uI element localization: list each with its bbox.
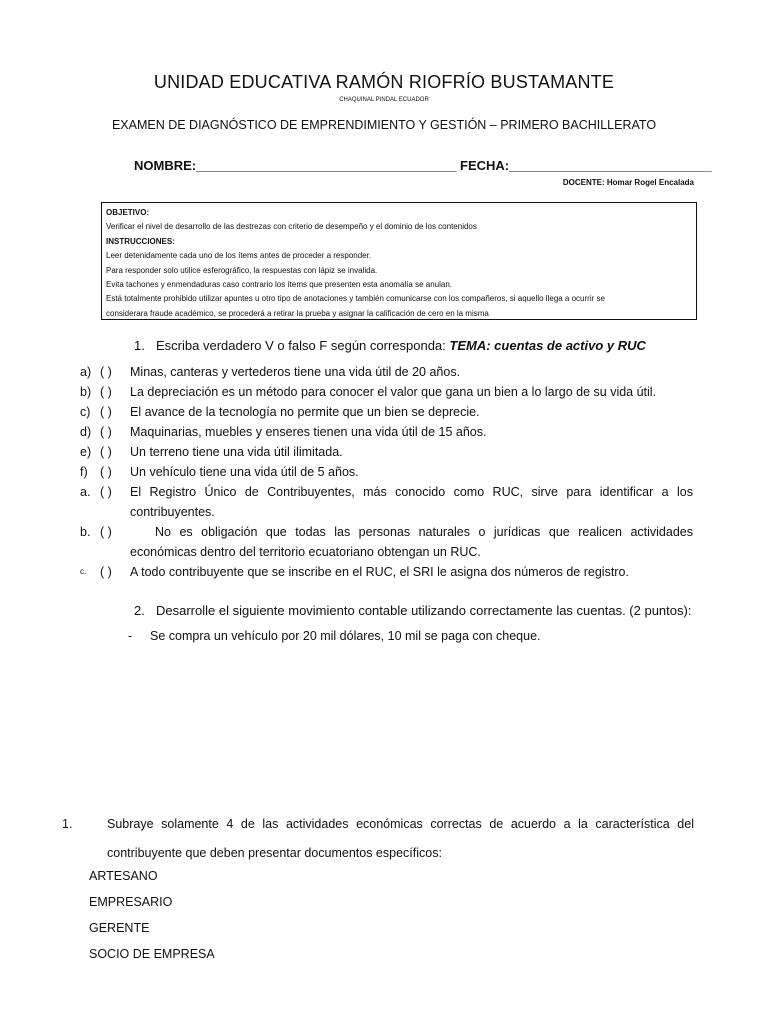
answer-blank[interactable]: ( ): [100, 425, 112, 439]
school-name: UNIDAD EDUCATIVA RAMÓN RIOFRÍO BUSTAMANTE: [153, 72, 615, 92]
answer-blank[interactable]: ( ): [100, 405, 112, 419]
option-item[interactable]: EMPRESARIO: [89, 895, 173, 909]
objective-heading: OBJETIVO:: [106, 208, 150, 217]
answer-blank[interactable]: ( ): [100, 365, 112, 379]
list-item: [80, 562, 693, 582]
instruction-item: considerara fraude académico, se procederá a retirar la prueba y asignar la calificación de cero en la misma: [106, 308, 489, 318]
list-item: [80, 382, 693, 402]
activity-options: [89, 863, 215, 967]
bullet-text: Se compra un vehículo por 20 mil dólares, 10 mil se paga con cheque.: [150, 629, 541, 643]
name-blank[interactable]: ____________________________________: [196, 158, 457, 173]
item-label: a): [80, 365, 92, 379]
item-label: e): [80, 445, 92, 459]
date-label: FECHA:: [460, 158, 510, 173]
list-item: [80, 442, 693, 462]
bullet-dash: -: [128, 629, 133, 643]
date-blank[interactable]: ____________________________: [509, 158, 712, 173]
name-label: NOMBRE:: [134, 158, 197, 173]
item-label: b): [80, 385, 92, 399]
option-item[interactable]: GERENTE: [89, 921, 150, 935]
item-label: b.: [80, 525, 91, 539]
question-text: Subraye solamente 4 de las actividades económicas correctas de acuerdo a la característica del contribuyente que deben presentar documentos específicos:: [107, 817, 694, 860]
list-item: [80, 462, 693, 482]
item-text: A todo contribuyente que se inscribe en el RUC, el SRI le asigna dos números de registro.: [130, 565, 629, 579]
exam-title: EXAMEN DE DIAGNÓSTICO DE EMPRENDIMIENTO Y GESTIÓN – PRIMERO BACHILLERATO: [111, 118, 657, 132]
objective-box: [101, 202, 697, 320]
item-label: d): [80, 425, 92, 439]
instruction-item: Evita tachones y enmendaduras caso contrario los ítems que presenten esta anomalía se anulan.: [106, 280, 452, 290]
answer-blank[interactable]: ( ): [100, 525, 112, 539]
item-label: c): [80, 405, 91, 419]
school-location: CHAQUINAL PINDAL ECUADOR: [339, 97, 429, 103]
answer-blank[interactable]: ( ): [100, 385, 112, 399]
item-label: f): [80, 465, 88, 479]
question-number: 2.: [134, 603, 145, 618]
item-label: c.: [80, 567, 87, 576]
item-text: El avance de la tecnología no permite que un bien se deprecie.: [130, 405, 480, 419]
item-text: La depreciación es un método para conocer el valor que gana un bien a lo largo de su vida útil.: [130, 385, 657, 399]
bullet-item: [128, 629, 541, 643]
question-2-prompt: [134, 603, 691, 618]
answer-blank[interactable]: ( ): [100, 445, 112, 459]
option-item[interactable]: ARTESANO: [89, 869, 158, 883]
instruction-item: Para responder solo utilice esferográfico, la respuestas con lápiz se invalida.: [106, 265, 378, 275]
list-item: [80, 402, 693, 422]
objective-text: Verificar el nivel de desarrollo de las destrezas con criterio de desempeño y el dominio de los contenidos: [106, 222, 477, 232]
question-topic: TEMA: cuentas de activo y RUC: [449, 338, 646, 353]
question-number: 1.: [62, 817, 73, 831]
item-text: Un vehículo tiene una vida útil de 5 años.: [130, 465, 359, 479]
question-number: 1.: [134, 338, 145, 353]
list-item: [80, 522, 693, 562]
answer-blank[interactable]: ( ): [100, 565, 112, 579]
question-text: Escriba verdadero V o falso F según corresponda:: [156, 338, 446, 353]
answer-blank[interactable]: ( ): [100, 485, 112, 499]
question-3-prompt: [62, 810, 694, 868]
item-label: a.: [80, 485, 91, 499]
list-item: [80, 422, 693, 442]
item-text: Minas, canteras y vertederos tiene una vida útil de 20 años.: [130, 365, 461, 379]
question-text: Desarrolle el siguiente movimiento contable utilizando correctamente las cuentas. (2 puntos):: [156, 603, 692, 618]
answer-blank[interactable]: ( ): [100, 465, 112, 479]
teacher-name: DOCENTE: Homar Rogel Encalada: [562, 178, 694, 187]
item-text: El Registro Único de Contribuyentes, más conocido como RUC, sirve para identificar a los contribuyentes.: [130, 485, 693, 519]
question-1-prompt: [134, 338, 646, 353]
item-text: Un terreno tiene una vida útil ilimitada.: [130, 445, 343, 459]
instruction-item: Está totalmente prohibido utilizar apuntes u otro tipo de anotaciones y también comunicarse con los compañeros, si aquello llega a ocurrir se: [106, 294, 605, 304]
instructions-heading: INSTRUCCIONES:: [106, 236, 175, 246]
item-text: Maquinarias, muebles y enseres tienen una vida útil de 15 años.: [130, 425, 487, 439]
name-date-line: [134, 158, 712, 173]
option-item[interactable]: SOCIO DE EMPRESA: [89, 947, 215, 961]
true-false-list: [80, 362, 693, 582]
list-item: [80, 482, 693, 522]
instruction-item: Leer detenidamente cada uno de los ítems antes de proceder a responder.: [106, 251, 372, 261]
list-item: [80, 362, 693, 382]
item-text: No es obligación que todas las personas naturales o jurídicas que realicen actividades económicas dentro del territorio ecuatoriano obtengan un RUC.: [130, 525, 693, 559]
